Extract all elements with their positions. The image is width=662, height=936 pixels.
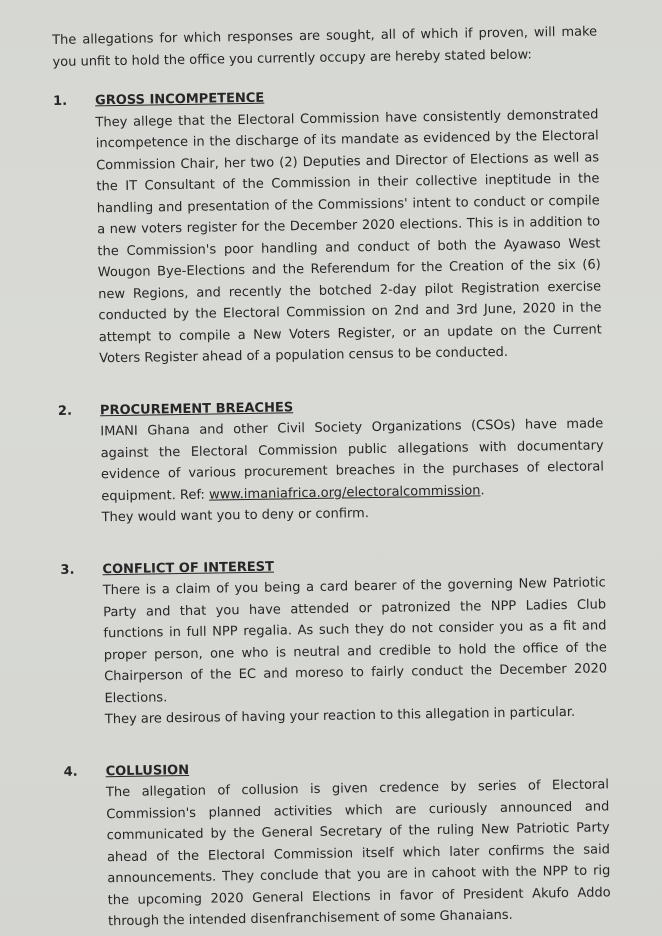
item-body: They allege that the Electoral Commission have consistently demonstrated incompetence in the discharge of its mandate as evidenced by the Electoral Commission Chair, her two (2) Deputies and Director of Elections as well as the IT Consultant of the Commission in their collective ineptitude in the handling and presentation of the Commissions' intent to conduct or compile a new voters register for the December 2020 elections. This is in addition to the Commission's poor handling and conduct of both the Ayawaso West Wougon Bye-Elections and the Referendum for the Creation of the six (6) new Regions, and recently the botched 2-day pilot Registration exercise conducted by the Electoral Commission on 2nd and 3rd June, 2020 in the attempt to compile a New Voters Register, or an update on the Current Voters Register ahead of a population census to be conducted. (95, 106, 602, 367)
allegation-item-2 (58, 392, 605, 530)
item-heading: CONFLICT OF INTEREST (102, 559, 275, 577)
item-number: 3. (60, 562, 75, 578)
item-number: 1. (53, 93, 68, 109)
item-body: There is a claim of you being a card bearer of the governing New Patriotic Party and that you have attended or patronized the NPP Ladies Club functions in full NPP regalia. As such they do not consider you as a fit and proper person, one who is neutral and credible to hold the office of the Chairperson of the EC and moreso to fairly conduct the December 2020 Elections. (102, 575, 608, 706)
item-heading: COLLUSION (105, 762, 190, 779)
item-heading: PROCUREMENT BREACHES (99, 399, 294, 418)
item-extra: They are desirous of having your reaction to this allegation in particular. (104, 704, 576, 728)
allegation-item-1 (53, 82, 602, 370)
allegation-item-4 (63, 753, 611, 934)
item-extra: They would want you to deny or confirm. (101, 506, 370, 526)
item-number: 4. (63, 764, 78, 780)
allegation-item-3 (60, 551, 608, 732)
item-number: 2. (57, 403, 73, 419)
document-body (52, 21, 612, 936)
item-body (100, 413, 604, 507)
reference-link[interactable]: www.imaniafrica.org/electoralcommission (208, 482, 481, 503)
item-body: The allegation of collusion is given credence by series of Electoral Commission's planned activities which are curiously announced and communicated by the General Secretary of the ruling New Patriotic Party ahead of the Electoral Commission itself which later confirms the said announcements. They conclude that you are in cahoot with the NPP to rig the upcoming 2020 General Elections in favor of President Akufo Addo through the intended disenfranchisement of some Ghanaians. (105, 777, 611, 930)
item-body-end: . (480, 482, 485, 498)
item-body-text: IMANI Ghana and other Civil Society Organizations (CSOs) have made against the Electoral Commission public allegations with documentary evidence of various procurement breaches in the purchases of electoral equipment. Ref: (100, 416, 605, 504)
intro-paragraph: The allegations for which responses are sought, all of which if proven, will make you unfit to hold the office you currently occupy are hereby stated below: (52, 24, 598, 70)
item-heading: GROSS INCOMPETENCE (95, 90, 265, 109)
